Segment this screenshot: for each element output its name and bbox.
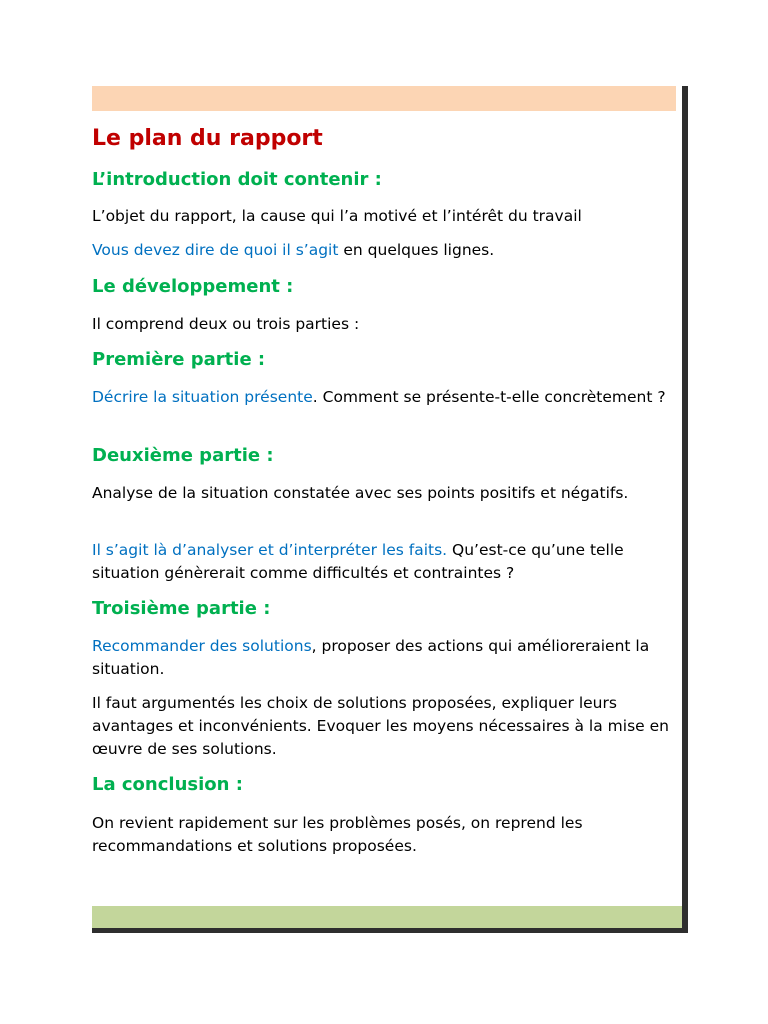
heading-part-3: Troisième partie :	[92, 598, 271, 619]
document-card	[92, 86, 688, 933]
intro-highlight-text: Vous devez dire de quoi il s’agit	[92, 241, 339, 259]
page-title: Le plan du rapport	[92, 126, 323, 151]
conclusion-paragraph: On revient rapidement sur les problèmes posés, on reprend les recommandations et solutions proposées.	[92, 814, 583, 855]
heading-introduction: L’introduction doit contenir :	[92, 169, 382, 190]
heading-development: Le développement :	[92, 276, 294, 297]
part-2-highlight-text: Il s’agit là d’analyser et d’interpréter les faits.	[92, 541, 448, 559]
part-3-paragraph-2: Il faut argumentés les choix de solutions proposées, expliquer leurs avantages et inconvénients. Evoquer les moyens nécessaires à la mise en œuvre de ses solutions.	[92, 694, 669, 758]
part-3-paragraph-1	[92, 635, 672, 681]
intro-paragraph-2-text: en quelques lignes.	[338, 241, 495, 259]
part-1-highlight-text: Décrire la situation présente	[92, 388, 313, 406]
part-2-paragraph-2-text: Qu’est-ce qu’une telle situation génèrerait comme difficultés et contraintes ?	[92, 541, 624, 582]
intro-paragraph-1: L’objet du rapport, la cause qui l’a motivé et l’intérêt du travail	[92, 207, 582, 225]
part-2-paragraph-2	[92, 539, 672, 585]
part-1-paragraph	[92, 386, 672, 409]
heading-part-2: Deuxième partie :	[92, 445, 274, 466]
part-1-paragraph-text: . Comment se présente-t-elle concrètement ?	[312, 388, 666, 406]
development-paragraph: Il comprend deux ou trois parties :	[92, 315, 360, 333]
heading-part-1: Première partie :	[92, 349, 266, 370]
bottom-color-band	[92, 906, 682, 928]
part-2-paragraph-1: Analyse de la situation constatée avec ses points positifs et négatifs.	[92, 484, 629, 502]
intro-paragraph-2	[92, 239, 672, 262]
heading-conclusion: La conclusion :	[92, 774, 243, 795]
part-3-paragraph-1-text: , proposer des actions qui amélioreraient la situation.	[92, 637, 650, 678]
top-color-band	[92, 86, 676, 111]
part-3-highlight-text: Recommander des solutions	[92, 637, 312, 655]
